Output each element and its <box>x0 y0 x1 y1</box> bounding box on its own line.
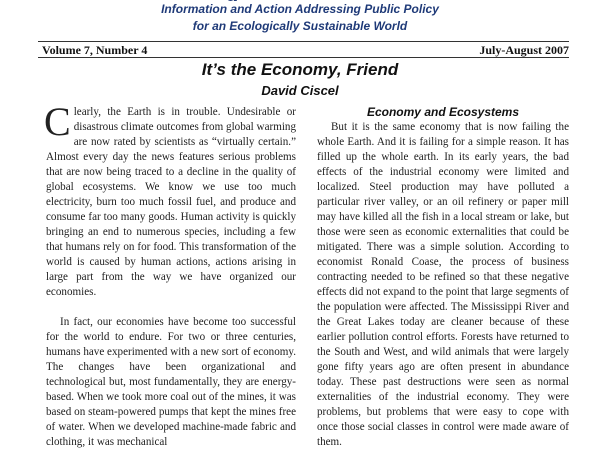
paragraph-1-text: learly, the Earth is in trouble. Undesirable or disastrous climate outcomes from global warming are now rated by scientists as “virtually certain.” Almost every day the news features serious problems that are now being traced to a decline in the quality of global ecosystems. We know we use too much electricity, burn too much fossil fuel, and produce and consume far too many goods. Human activity is quickly bringing an end to numerous species, including a few that humans rely on for food. This transformation of the world is caused by human actions, actions arising in large part from the way we have organized our economies. <box>46 106 296 298</box>
header-rule-top <box>38 41 569 42</box>
article-column-left <box>44 99 296 450</box>
issue-date: July-August 2007 <box>479 43 569 57</box>
header-rule-bottom <box>38 57 569 58</box>
tagline-line-2: for an Ecologically Sustainable World <box>192 19 408 33</box>
paragraph-1 <box>44 99 296 300</box>
article-column-right <box>317 104 569 450</box>
paragraph-2: In fact, our economies have become too successful for the world to endure. For two or three centuries, humans have experimented with a new sort of economy. The changes have been organizational and technological but, most fundamentally, they are energy-based. When we took more coal out of the mines, it was based on steam-powered pumps that kept the mines free of water. When we developed machine-made fabric and clothing, it was mechanical <box>46 316 296 448</box>
section-heading: Economy and Ecosystems <box>366 105 520 119</box>
masthead-fragment <box>0 0 600 1</box>
drop-cap: C <box>44 99 71 144</box>
issue-volume: Volume 7, Number 4 <box>42 43 148 57</box>
article-title: It’s the Economy, Friend <box>201 60 399 79</box>
paragraph-3: But it is the same economy that is now failing the whole Earth. And it is failing for a simple reason. It has filled up the whole earth. In its early years, the bad effects of the industrial economy were limited and localized. Steel production may have polluted a particular river valley, or an oil refinery or paper mill may have killed all the fish in a local stream or lake, but those were seen as economic externalities that could be mitigated. There was a simple solution. According to economist Ronald Coase, the process of business contracting needed to be refined so that these negative effects did not expand to the point that large segments of the population were affected. The Mississippi River and the Great Lakes today are cleaner because of these earlier pollution control efforts. Forests have returned to the South and West, and wild animals that were largely gone fifty years ago are often present in abundance today. These past destructions were seen as normal externalities of the industrial economy. They were problems, but problems that were easy to cope with once those social classes in control were made aware of them. <box>317 121 569 448</box>
tagline-line-1: Information and Action Addressing Public Policy <box>161 2 439 16</box>
article-author: David Ciscel <box>261 83 339 98</box>
